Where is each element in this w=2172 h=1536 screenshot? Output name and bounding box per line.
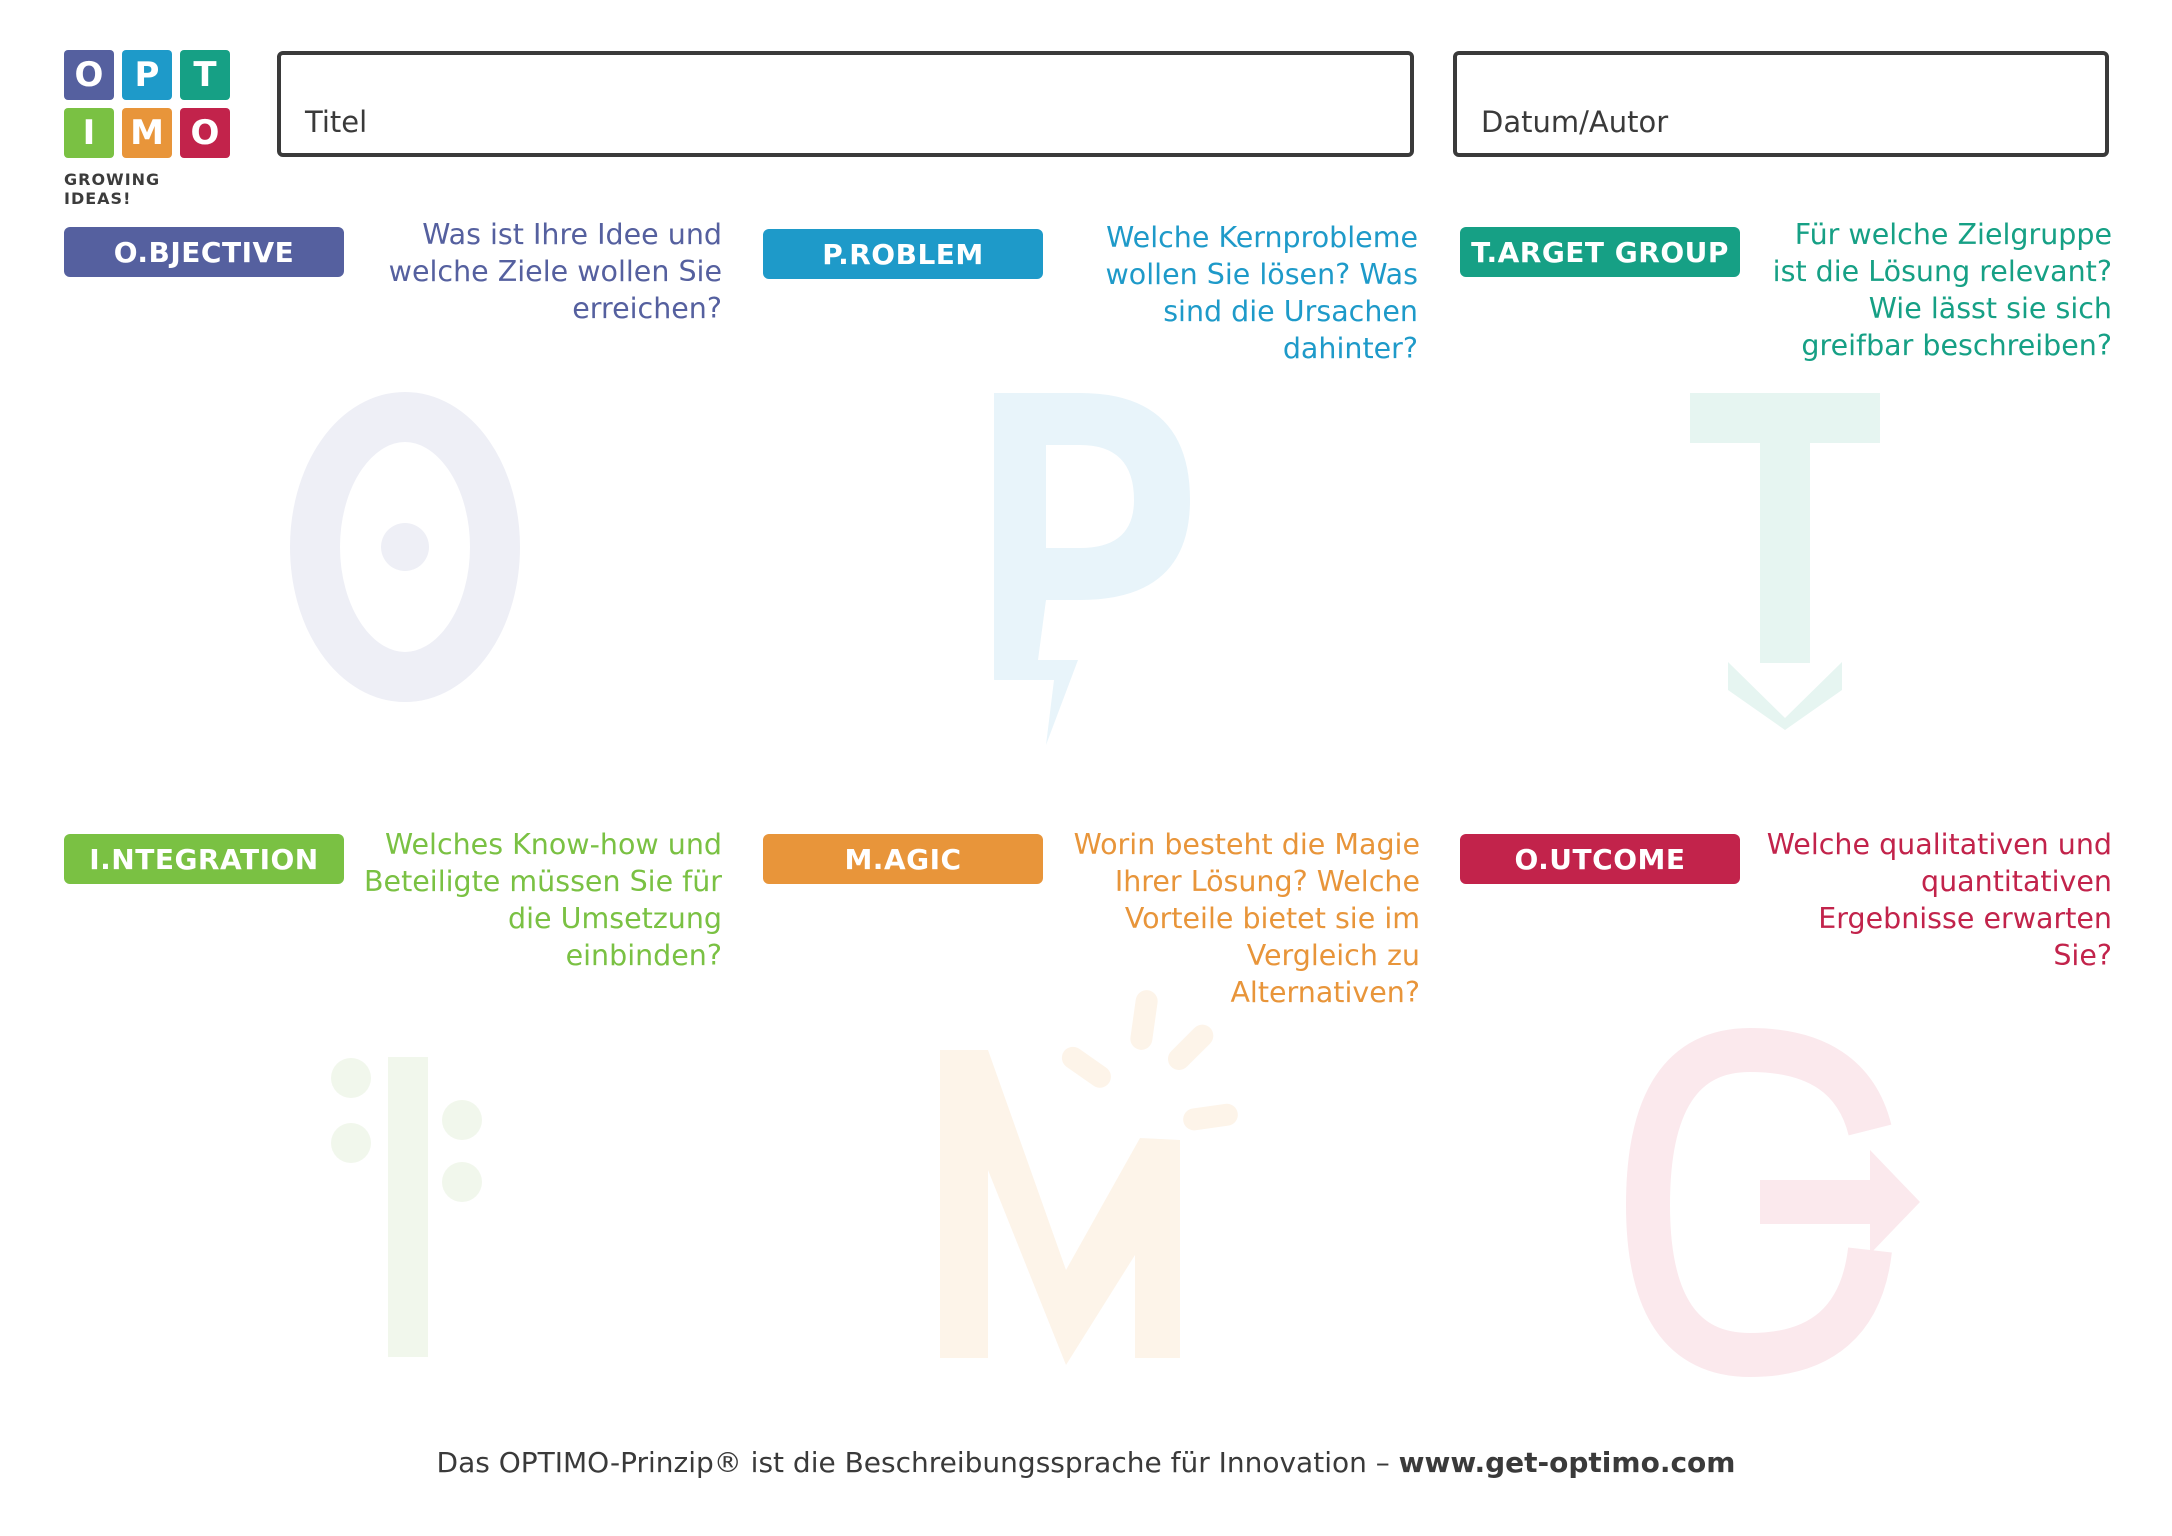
problem-question: Welche Kernprobleme wollen Sie lösen? Was sind die Ursachen dahinter? <box>1105 221 1418 365</box>
magic-question: Worin besteht die Magie Ihrer Lösung? Welche Vorteile bietet sie im Vergleich zu Alternativen? <box>1073 828 1420 1009</box>
problem-badge: P.ROBLEM <box>763 229 1043 279</box>
watermark-i-icon <box>331 1057 482 1357</box>
title-field[interactable] <box>277 51 1414 157</box>
outcome-badge: O.UTCOME <box>1460 834 1740 884</box>
target-group-question: Für welche Zielgruppe ist die Lösung relevant? Wie lässt sie sich greifbar beschreiben? <box>1772 218 2112 362</box>
logo-tile-i: I <box>64 108 114 158</box>
objective-question: Was ist Ihre Idee und welche Ziele wollen Sie erreichen? <box>388 218 722 325</box>
date-author-field-label: Datum/Autor <box>1481 105 1669 139</box>
logo-tile-o2: O <box>180 108 230 158</box>
footer-text: Das OPTIMO-Prinzip® ist die Beschreibungssprache für Innovation – <box>436 1446 1399 1479</box>
footer <box>0 1446 2172 1479</box>
logo-tile-p: P <box>122 50 172 100</box>
objective-badge: O.BJECTIVE <box>64 227 344 277</box>
watermark-o-arrow-icon <box>1648 1050 1920 1355</box>
logo-tagline: GROWING IDEAS! <box>64 170 161 208</box>
integration-badge: I.NTEGRATION <box>64 834 344 884</box>
integration-question: Welches Know-how und Beteiligte müssen Sie für die Umsetzung einbinden? <box>363 828 722 972</box>
logo-tile-t: T <box>180 50 230 100</box>
watermark-t-icon <box>1690 393 1880 730</box>
optimo-logo <box>64 50 230 160</box>
target-group-badge: T.ARGET GROUP <box>1460 227 1740 277</box>
magic-badge: M.AGIC <box>763 834 1043 884</box>
title-field-label: Titel <box>305 105 368 139</box>
watermark-o-icon <box>315 417 495 677</box>
footer-link[interactable]: www.get-optimo.com <box>1398 1446 1736 1479</box>
watermark-m-icon <box>940 989 1239 1365</box>
watermark-p-icon <box>994 393 1190 745</box>
date-author-field[interactable] <box>1453 51 2109 157</box>
logo-tile-m: M <box>122 108 172 158</box>
outcome-question: Welche qualitativen und quantitativen Ergebnisse erwarten Sie? <box>1766 828 2112 972</box>
logo-tile-o: O <box>64 50 114 100</box>
